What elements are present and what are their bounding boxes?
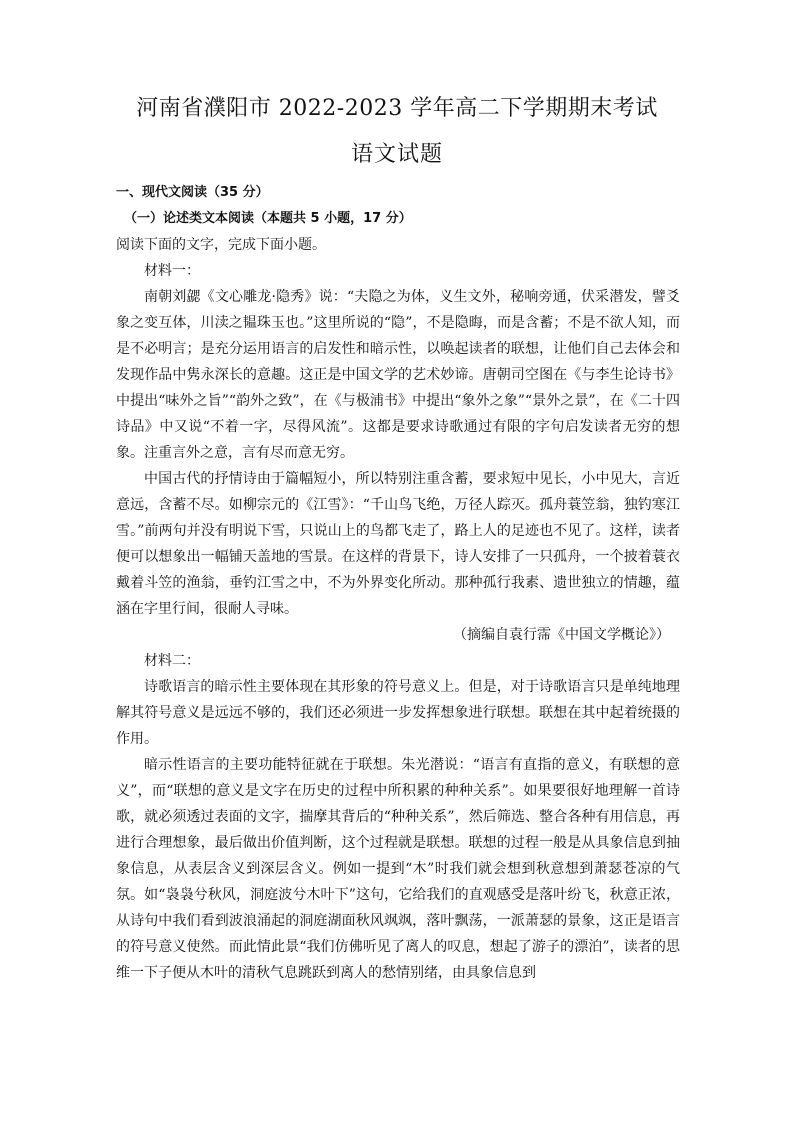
exam-content xyxy=(116,180,680,986)
subsection-heading: （一）论述类文本阅读（本题共 5 小题，17 分） xyxy=(124,211,412,226)
material-2-paragraph-2: 暗示性语言的主要功能特征就在于联想。朱光潜说：“语言有直指的意义，有联想的意义”，而“联想的意义是文字在历史的过程中所积累的种种关系”。如果要很好地理解一首诗歌，就必须透过表面的文字，揣摩其背后的“种种关系”，然后筛选、整合各种有用信息，再进行合理想象，最后做出价值判断，这个过程就是联想。联想的过程一般是从具象信息到抽象信息，从表层含义到深层含义。例如一提到“木”时我们就会想到秋意想到萧瑟苍凉的气氛。如“袅袅兮秋风，洞庭波兮木叶下”这句，它给我们的直观感受是落叶纷飞，秋意正浓，从诗句中我们看到波浪涌起的洞庭湖面秋风飒飒，落叶飘荡，一派萧瑟的景象，这正是语言的符号意义使然。而此情此景“我们仿佛听见了离人的叹息，想起了游子的漂泊”，读者的思维一下子便从木叶的清秋气息跳跃到离人的愁情别绪，由具象信息到 xyxy=(116,757,680,981)
material-1-paragraph-1: 南朝刘勰《文心雕龙·隐秀》说：“夫隐之为体，义生文外，秘响旁通，伏采潜发，譬爻象之变互体，川渎之韫珠玉也。”这里所说的“隐”，不是隐晦，而是含蓄；不是不欲人知，而是不必明言；是充分运用语言的启发性和暗示性，以唤起读者的联想，让他们自己去体会和发现作品中隽永深长的意趣。这正是中国文学的艺术妙谛。唐朝司空图在《与李生论诗书》中提出“味外之旨”“韵外之致”，在《与极浦书》中提出“象外之象”“景外之景”，在《二十四诗品》中又说“不着一字，尽得风流”。这都是要求诗歌通过有限的字句启发读者无穷的想象。注重言外之意，言有尽而意无穷。 xyxy=(116,289,680,461)
material-1-label: 材料一： xyxy=(144,263,200,279)
material-1-source: （摘编自袁行霈《中国文学概论》） xyxy=(453,627,670,643)
exam-subtitle: 语文试题 xyxy=(350,142,443,167)
exam-title: 河南省濮阳市 2022-2023 学年高二下学期期末考试 xyxy=(136,96,658,121)
material-1-paragraph-2: 中国古代的抒情诗由于篇幅短小，所以特别注重含蓄，要求短中见长，小中见大，言近意远，含蓄不尽。如柳宗元的《江雪》：“千山鸟飞绝，万径人踪灭。孤舟蓑笠翁，独钓寒江雪。”前两句并没有明说下雪，只说山上的鸟都飞走了，路上人的足迹也不见了。这样，读者便可以想象出一幅铺天盖地的雪景。在这样的背景下，诗人安排了一只孤舟，一个披着蓑衣戴着斗笠的渔翁，垂钓江雪之中，不为外界变化所动。那种孤行我素、遗世独立的情趣，蕴涵在字里行间，很耐人寻味。 xyxy=(116,471,680,617)
material-2-label: 材料二： xyxy=(144,653,200,669)
section-heading: 一、现代文阅读（35 分） xyxy=(116,185,269,200)
reading-instruction: 阅读下面的文字，完成下面小题。 xyxy=(116,237,326,253)
material-2-paragraph-1: 诗歌语言的暗示性主要体现在其形象的符号意义上。但是，对于诗歌语言只是单纯地理解其符号意义是远远不够的，我们还必须进一步发挥想象进行联想。联想在其中起着统摄的作用。 xyxy=(116,679,680,747)
